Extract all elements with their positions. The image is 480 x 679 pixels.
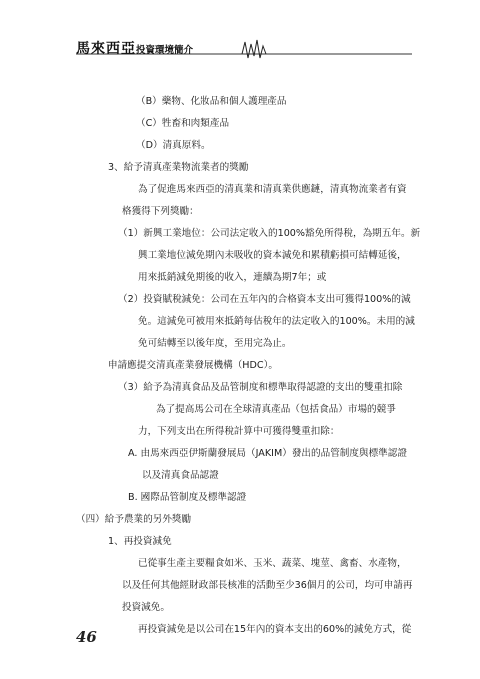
text-line: （3）給予為清真食品及品管制度和標準取得認證的支出的雙重扣除 [118,382,403,393]
header-rule-waveform [0,36,480,60]
text-line: 免。這減免可被用來抵銷每估稅年的法定收入的100%。未用的減 [138,316,415,327]
page-number: 46 [76,628,97,646]
text-line: 以及清真食品認證 [142,470,219,481]
text-line: 投資減免。 [122,602,170,613]
text-line: 興工業地位減免期內未吸收的資本減免和累積虧損可結轉延後， [138,250,407,261]
header-title [76,38,193,58]
text-line: 格獲得下列獎勵： [122,206,199,217]
header-title-sub: 投資環境簡介 [136,45,194,56]
text-line: 免可結轉至以後年度，至用完為止。 [138,338,292,349]
text-line: （D）清真原料。 [136,140,211,151]
section-heading: （四）給予農業的另外獎勵 [76,514,192,525]
text-line: 為了提高馬公司在全球清真產品（包括食品）市場的競爭 [156,404,396,415]
header-title-main: 馬來西亞 [76,41,136,57]
text-line: （2）投資賦稅減免：公司在五年內的合格資本支出可獲得100%的減 [118,294,411,305]
text-line: 為了促進馬來西亞的清真業和清真業供應鏈，清真物流業者有資 [138,184,407,195]
text-line: （1）新興工業地位：公司法定收入的100%豁免所得稅，為期五年。新 [118,228,421,239]
section-heading: 3、給予清真產業物流業者的獎勵 [108,162,249,173]
text-line: 以及任何其他經財政部長核准的活動至少36個月的公司，均可申請再 [122,580,413,591]
text-line: 已從事生產主要糧食如米、玉米、蔬菜、塊莖、禽畜、水產物， [138,558,407,569]
text-line: 力，下列支出在所得稅計算中可獲得雙重扣除： [138,426,340,437]
text-line: （B）藥物、化妝品和個人護理產品 [136,96,287,107]
text-line: B. 國際品管制度及標準認證 [128,492,247,503]
text-line: 申請應提交清真產業發展機構（HDC）。 [108,360,278,371]
text-line: 用來抵銷減免期後的收入，連續為期7年；或 [138,272,327,283]
text-line: A. 由馬來西亞伊斯蘭發展局（JAKIM）發出的品管制度與標準認證 [128,448,407,459]
text-line: （C）牲畜和肉類產品 [136,118,230,129]
running-header [0,36,480,60]
section-heading: 1、再投資減免 [108,536,172,547]
text-line: 再投資減免是以公司在15年內的資本支出的60%的減免方式，從 [138,624,412,635]
